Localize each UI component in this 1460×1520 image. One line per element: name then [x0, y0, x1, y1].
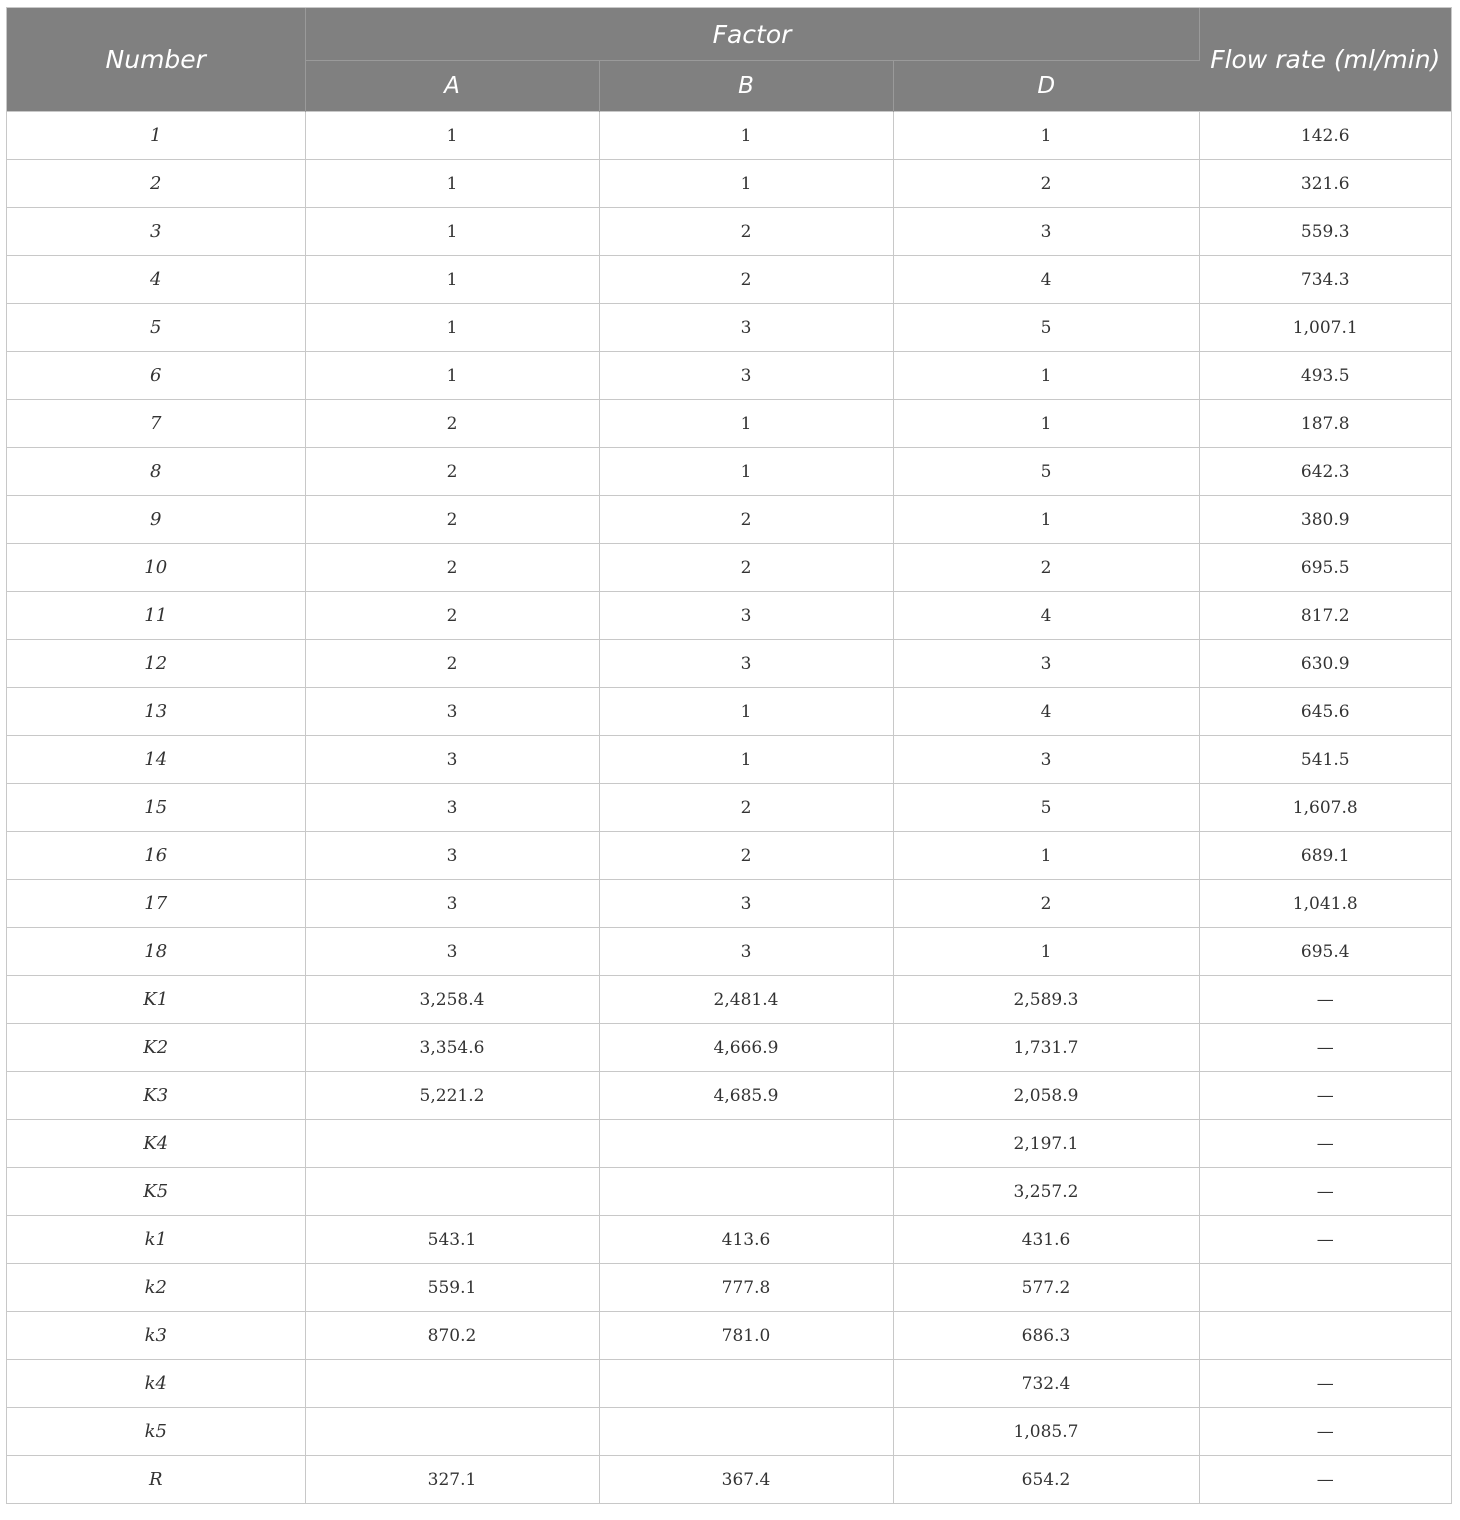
cell-number: k3 [7, 1312, 305, 1360]
cell-factor-b: 1 [599, 448, 893, 496]
cell-factor-a: 327.1 [305, 1456, 599, 1504]
cell-flow-rate: 559.3 [1199, 208, 1451, 256]
table-row [7, 1072, 1451, 1120]
cell-factor-d: 5 [893, 448, 1199, 496]
orthogonal-test-table [7, 8, 1451, 1503]
cell-factor-b: 3 [599, 880, 893, 928]
table-row [7, 400, 1451, 448]
cell-factor-d: 4 [893, 688, 1199, 736]
cell-flow-rate [1199, 1312, 1451, 1360]
cell-flow-rate: — [1199, 1456, 1451, 1504]
cell-flow-rate: 630.9 [1199, 640, 1451, 688]
cell-factor-b [599, 1408, 893, 1456]
cell-factor-a [305, 1168, 599, 1216]
cell-factor-a: 3 [305, 880, 599, 928]
cell-factor-a [305, 1120, 599, 1168]
cell-factor-d: 5 [893, 304, 1199, 352]
cell-factor-d: 2,589.3 [893, 976, 1199, 1024]
cell-factor-b: 2 [599, 544, 893, 592]
table-row [7, 304, 1451, 352]
cell-factor-b [599, 1360, 893, 1408]
cell-number: K4 [7, 1120, 305, 1168]
cell-factor-b: 4,685.9 [599, 1072, 893, 1120]
cell-factor-a: 3,354.6 [305, 1024, 599, 1072]
cell-number: 17 [7, 880, 305, 928]
cell-factor-a: 870.2 [305, 1312, 599, 1360]
cell-factor-a: 3 [305, 688, 599, 736]
cell-factor-b: 1 [599, 736, 893, 784]
data-table-container [6, 7, 1452, 1504]
cell-number: 14 [7, 736, 305, 784]
cell-factor-a: 1 [305, 160, 599, 208]
cell-factor-b: 413.6 [599, 1216, 893, 1264]
cell-factor-b: 1 [599, 160, 893, 208]
cell-factor-d: 2 [893, 544, 1199, 592]
table-row [7, 928, 1451, 976]
table-row [7, 688, 1451, 736]
cell-factor-d: 1 [893, 352, 1199, 400]
table-row [7, 1408, 1451, 1456]
cell-number: K3 [7, 1072, 305, 1120]
cell-number: 1 [7, 112, 305, 160]
cell-factor-a: 3,258.4 [305, 976, 599, 1024]
table-header [7, 8, 1451, 112]
cell-flow-rate: 142.6 [1199, 112, 1451, 160]
cell-factor-b: 3 [599, 592, 893, 640]
cell-factor-d: 654.2 [893, 1456, 1199, 1504]
cell-factor-b: 2 [599, 832, 893, 880]
cell-factor-a: 543.1 [305, 1216, 599, 1264]
cell-flow-rate: — [1199, 1408, 1451, 1456]
cell-number: k2 [7, 1264, 305, 1312]
table-row [7, 496, 1451, 544]
table-row [7, 1216, 1451, 1264]
header-factor-d: D [893, 61, 1199, 112]
cell-number: 11 [7, 592, 305, 640]
cell-number: 16 [7, 832, 305, 880]
table-row [7, 736, 1451, 784]
cell-number: k4 [7, 1360, 305, 1408]
cell-factor-b: 4,666.9 [599, 1024, 893, 1072]
cell-factor-d: 5 [893, 784, 1199, 832]
cell-flow-rate: — [1199, 1216, 1451, 1264]
cell-number: 2 [7, 160, 305, 208]
cell-factor-a: 2 [305, 592, 599, 640]
table-row [7, 544, 1451, 592]
cell-number: 5 [7, 304, 305, 352]
cell-factor-a: 1 [305, 112, 599, 160]
cell-factor-a: 2 [305, 448, 599, 496]
header-flow-rate: Flow rate (ml/min) [1199, 8, 1451, 112]
cell-factor-d: 3 [893, 640, 1199, 688]
cell-factor-d: 577.2 [893, 1264, 1199, 1312]
cell-factor-b: 3 [599, 928, 893, 976]
table-row [7, 1024, 1451, 1072]
cell-factor-d: 2,197.1 [893, 1120, 1199, 1168]
cell-flow-rate: 734.3 [1199, 256, 1451, 304]
cell-factor-b: 777.8 [599, 1264, 893, 1312]
cell-factor-a: 3 [305, 832, 599, 880]
cell-factor-b: 2 [599, 208, 893, 256]
cell-number: K1 [7, 976, 305, 1024]
cell-factor-b [599, 1168, 893, 1216]
cell-number: 15 [7, 784, 305, 832]
cell-factor-a: 2 [305, 400, 599, 448]
cell-factor-d: 431.6 [893, 1216, 1199, 1264]
cell-number: 8 [7, 448, 305, 496]
cell-factor-a: 3 [305, 736, 599, 784]
cell-flow-rate: 642.3 [1199, 448, 1451, 496]
cell-flow-rate: 695.5 [1199, 544, 1451, 592]
cell-factor-a: 559.1 [305, 1264, 599, 1312]
cell-flow-rate: — [1199, 1360, 1451, 1408]
table-row [7, 784, 1451, 832]
header-number: Number [7, 8, 305, 112]
cell-factor-d: 686.3 [893, 1312, 1199, 1360]
cell-factor-d: 3 [893, 208, 1199, 256]
table-row [7, 256, 1451, 304]
cell-flow-rate: 187.8 [1199, 400, 1451, 448]
cell-factor-d: 2,058.9 [893, 1072, 1199, 1120]
table-row [7, 1456, 1451, 1504]
table-row [7, 1360, 1451, 1408]
cell-factor-a [305, 1408, 599, 1456]
cell-flow-rate: 1,041.8 [1199, 880, 1451, 928]
cell-number: K2 [7, 1024, 305, 1072]
table-row [7, 976, 1451, 1024]
cell-flow-rate: 380.9 [1199, 496, 1451, 544]
cell-factor-d: 1 [893, 496, 1199, 544]
cell-flow-rate: — [1199, 1024, 1451, 1072]
cell-factor-b: 2 [599, 784, 893, 832]
table-row [7, 1168, 1451, 1216]
cell-factor-a: 5,221.2 [305, 1072, 599, 1120]
cell-number: 9 [7, 496, 305, 544]
cell-flow-rate: — [1199, 1120, 1451, 1168]
cell-factor-d: 1,085.7 [893, 1408, 1199, 1456]
cell-factor-d: 2 [893, 160, 1199, 208]
cell-factor-a [305, 1360, 599, 1408]
cell-factor-a: 1 [305, 304, 599, 352]
cell-factor-d: 3,257.2 [893, 1168, 1199, 1216]
cell-factor-d: 2 [893, 880, 1199, 928]
table-row [7, 592, 1451, 640]
table-row [7, 208, 1451, 256]
cell-flow-rate: 541.5 [1199, 736, 1451, 784]
cell-flow-rate: 493.5 [1199, 352, 1451, 400]
cell-factor-b: 2 [599, 256, 893, 304]
cell-flow-rate: — [1199, 976, 1451, 1024]
cell-flow-rate: 1,007.1 [1199, 304, 1451, 352]
table-row [7, 640, 1451, 688]
cell-factor-d: 3 [893, 736, 1199, 784]
cell-factor-d: 732.4 [893, 1360, 1199, 1408]
cell-factor-b: 367.4 [599, 1456, 893, 1504]
cell-factor-b: 3 [599, 304, 893, 352]
cell-factor-d: 1 [893, 928, 1199, 976]
cell-factor-b: 1 [599, 112, 893, 160]
cell-factor-b [599, 1120, 893, 1168]
cell-factor-b: 781.0 [599, 1312, 893, 1360]
table-row [7, 832, 1451, 880]
cell-number: 12 [7, 640, 305, 688]
cell-factor-b: 1 [599, 400, 893, 448]
cell-number: R [7, 1456, 305, 1504]
cell-flow-rate: 321.6 [1199, 160, 1451, 208]
table-row [7, 880, 1451, 928]
cell-number: 4 [7, 256, 305, 304]
header-factor-a: A [305, 61, 599, 112]
cell-flow-rate: 689.1 [1199, 832, 1451, 880]
table-row [7, 112, 1451, 160]
cell-factor-d: 1 [893, 832, 1199, 880]
table-row [7, 1264, 1451, 1312]
cell-number: 7 [7, 400, 305, 448]
table-row [7, 1120, 1451, 1168]
table-row [7, 448, 1451, 496]
cell-factor-b: 2 [599, 496, 893, 544]
cell-factor-a: 1 [305, 256, 599, 304]
header-factor-b: B [599, 61, 893, 112]
cell-factor-b: 1 [599, 688, 893, 736]
table-row [7, 160, 1451, 208]
cell-flow-rate [1199, 1264, 1451, 1312]
table-body [7, 112, 1451, 1504]
cell-number: 10 [7, 544, 305, 592]
cell-number: 3 [7, 208, 305, 256]
table-row [7, 1312, 1451, 1360]
cell-factor-b: 3 [599, 352, 893, 400]
cell-flow-rate: — [1199, 1072, 1451, 1120]
cell-factor-d: 4 [893, 256, 1199, 304]
cell-factor-d: 1,731.7 [893, 1024, 1199, 1072]
cell-number: 18 [7, 928, 305, 976]
header-factor: Factor [305, 8, 1199, 61]
cell-factor-d: 1 [893, 400, 1199, 448]
cell-flow-rate: 695.4 [1199, 928, 1451, 976]
cell-number: K5 [7, 1168, 305, 1216]
cell-factor-a: 3 [305, 928, 599, 976]
cell-number: k5 [7, 1408, 305, 1456]
table-row [7, 352, 1451, 400]
cell-factor-a: 3 [305, 784, 599, 832]
cell-factor-d: 4 [893, 592, 1199, 640]
cell-factor-a: 2 [305, 640, 599, 688]
cell-flow-rate: 645.6 [1199, 688, 1451, 736]
cell-factor-a: 2 [305, 496, 599, 544]
cell-number: k1 [7, 1216, 305, 1264]
cell-flow-rate: — [1199, 1168, 1451, 1216]
cell-factor-a: 1 [305, 352, 599, 400]
cell-factor-a: 2 [305, 544, 599, 592]
cell-factor-d: 1 [893, 112, 1199, 160]
cell-flow-rate: 1,607.8 [1199, 784, 1451, 832]
cell-flow-rate: 817.2 [1199, 592, 1451, 640]
cell-factor-b: 3 [599, 640, 893, 688]
cell-number: 13 [7, 688, 305, 736]
cell-number: 6 [7, 352, 305, 400]
cell-factor-b: 2,481.4 [599, 976, 893, 1024]
cell-factor-a: 1 [305, 208, 599, 256]
